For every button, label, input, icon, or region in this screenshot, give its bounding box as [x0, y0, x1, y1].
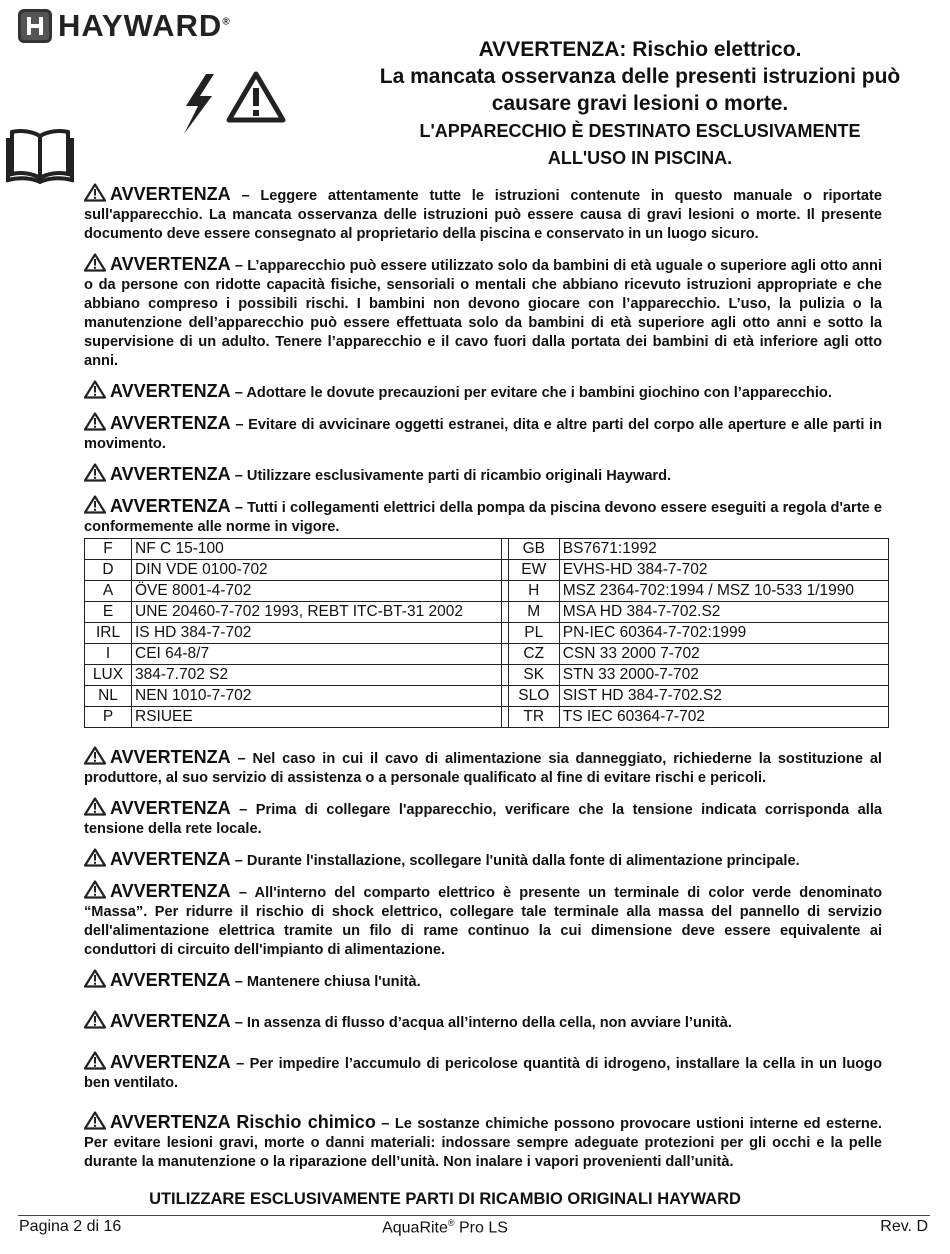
warning-triangle-icon — [84, 848, 106, 867]
table-row — [85, 623, 889, 644]
revision: Rev. D — [880, 1218, 928, 1235]
footer-divider — [18, 1215, 930, 1216]
warning-triangle-icon — [84, 463, 106, 482]
read-manual-book-icon — [6, 128, 74, 184]
warning-text: – Durante l'installazione, scollegare l'unità dalla fonte di alimentazione principale. — [230, 853, 800, 869]
standard-cell: DIN VDE 0100-702 — [132, 560, 502, 581]
country-code-cell: F — [85, 539, 132, 560]
warning-heading: AVVERTENZA Rischio chimico — [110, 1112, 376, 1132]
standard-cell: CSN 33 2000 7-702 — [559, 644, 888, 665]
warning-paragraph — [84, 797, 882, 839]
warning-text: – In assenza di flusso d’acqua all’interno della cella, non avviare l’unità. — [230, 1015, 732, 1031]
standard-cell: IS HD 384-7-702 — [132, 623, 502, 644]
warning-text: – All'interno del comparto elettrico è presente un terminale di color verde denominato “Massa”. Per ridurre il rischio di shock elettrico, collegare tale terminale alla massa del pannello di servizio dell'alimentazione elettrica tramite un filo di rame continuo la cui dimensione deve essere equivalente ai conduttori di circuito dell'impianto di alimentazione. — [84, 885, 882, 958]
warning-paragraph — [84, 495, 882, 537]
country-code-cell: A — [85, 581, 132, 602]
warning-heading: AVVERTENZA — [110, 464, 231, 484]
country-code-cell: GB — [508, 539, 559, 560]
table-row — [85, 539, 889, 560]
warning-heading: AVVERTENZA — [110, 849, 231, 869]
electric-bolt-icon — [178, 72, 218, 136]
warning-heading: AVVERTENZA — [110, 413, 231, 433]
warning-paragraph — [84, 848, 882, 871]
country-code-cell: D — [85, 560, 132, 581]
warning-heading: AVVERTENZA — [110, 184, 231, 204]
country-code-cell: NL — [85, 686, 132, 707]
warning-triangle-icon — [84, 1111, 106, 1130]
standard-cell: 384-7.702 S2 — [132, 665, 502, 686]
page-number: Pagina 2 di 16 — [19, 1218, 122, 1235]
table-row — [85, 560, 889, 581]
warning-triangle-icon — [84, 880, 106, 899]
table-gap — [501, 665, 508, 686]
warning-triangle-icon — [84, 380, 106, 399]
warning-paragraph — [84, 1111, 882, 1172]
page-header — [330, 36, 950, 171]
warning-heading: AVVERTENZA — [110, 496, 231, 516]
warning-text: – Utilizzare esclusivamente parti di ricambio originali Hayward. — [230, 468, 672, 484]
standard-cell: RSIUEE — [132, 707, 502, 728]
standard-cell: PN-IEC 60364-7-702:1999 — [559, 623, 888, 644]
table-gap — [501, 581, 508, 602]
warning-triangle-icon — [84, 1051, 106, 1070]
table-row — [85, 665, 889, 686]
header-line-1: AVVERTENZA: Rischio elettrico. — [478, 38, 802, 61]
warning-heading: AVVERTENZA — [110, 881, 231, 901]
country-code-cell: LUX — [85, 665, 132, 686]
warning-paragraph — [84, 880, 882, 960]
warning-text: – Per impedire l’accumulo di pericolose quantità di idrogeno, installare la cella in un luogo ben ventilato. — [84, 1056, 882, 1091]
warning-heading: AVVERTENZA — [110, 1052, 231, 1072]
hayward-logo-icon — [18, 9, 52, 43]
warning-paragraph — [84, 1010, 882, 1033]
table-gap — [501, 560, 508, 581]
warning-text: – Nel caso in cui il cavo di alimentazione sia danneggiato, richiederne la sostituzione al produttore, al suo servizio di assistenza o a personale qualificato al fine di evitare rischi e pericoli. — [84, 751, 882, 786]
standard-cell: BS7671:1992 — [559, 539, 888, 560]
standard-cell: EVHS-HD 384-7-702 — [559, 560, 888, 581]
warning-text: – Evitare di avvicinare oggetti estranei, dita e altre parti del corpo alle aperture e alle parti in movimento. — [84, 417, 882, 452]
header-line-2: La mancata osservanza delle presenti istruzioni può — [379, 65, 901, 88]
header-line-3: causare gravi lesioni o morte. — [491, 92, 789, 115]
warning-triangle-icon — [84, 253, 106, 272]
table-gap — [501, 686, 508, 707]
country-code-cell: SK — [508, 665, 559, 686]
standard-cell: MSZ 2364-702:1994 / MSZ 10-533 1/1990 — [559, 581, 888, 602]
standard-cell: STN 33 2000-7-702 — [559, 665, 888, 686]
country-code-cell: SLO — [508, 686, 559, 707]
warning-triangle-icon — [84, 969, 106, 988]
table-row — [85, 581, 889, 602]
table-gap — [501, 623, 508, 644]
product-name: AquaRite® Pro LS — [382, 1218, 508, 1237]
country-code-cell: I — [85, 644, 132, 665]
warning-heading: AVVERTENZA — [110, 747, 231, 767]
warnings-top — [84, 183, 882, 546]
standard-cell: UNE 20460-7-702 1993, REBT ITC-BT-31 2002 — [132, 602, 502, 623]
final-note: UTILIZZARE ESCLUSIVAMENTE PARTI DI RICAMBIO ORIGINALI HAYWARD — [149, 1190, 741, 1208]
warning-paragraph — [84, 253, 882, 371]
country-code-cell: PL — [508, 623, 559, 644]
warning-text: – Adottare le dovute precauzioni per evitare che i bambini giochino con l’apparecchio. — [230, 385, 832, 401]
warning-triangle-icon — [84, 746, 106, 765]
warning-heading: AVVERTENZA — [110, 798, 231, 818]
country-code-cell: E — [85, 602, 132, 623]
warning-text: – L’apparecchio può essere utilizzato solo da bambini di età uguale o superiore agli otto anni o da persone con ridotte capacità fisiche, sensoriali o mentali che abbiano ricevuto istruzioni appropriate e che abbiano compreso i possibili rischi. I bambini non devono giocare con l’apparecchio. L’uso, la pulizia o la manutenzione dell’apparecchio può essere effettuata solo da bambini di età superiore agli otto anni e sotto la supervisione di un adulto. Tenere l’apparecchio e il cavo fuori dalla portata dei bambini di età inferiore agli otto anni. — [84, 258, 882, 369]
warning-paragraph — [84, 412, 882, 454]
warning-triangle-icon — [84, 183, 106, 202]
warning-text: – Le sostanze chimiche possono provocare ustioni interne ed esterne. Per evitare lesioni gravi, morte o danni materiali: indossare sempre adeguate protezioni per gli occhi e la pelle durante la manutenzione o la riparazione dell’unità. Non inalare i vapori provenienti dall’unità. — [84, 1116, 882, 1170]
warning-triangle-icon — [84, 412, 106, 431]
warning-paragraph — [84, 463, 882, 486]
country-code-cell: IRL — [85, 623, 132, 644]
header-line-5: ALL'USO IN PISCINA. — [547, 148, 733, 168]
table-gap — [501, 539, 508, 560]
warning-text: – Prima di collegare l'apparecchio, verificare che la tensione indicata corrisponda alla tensione della rete locale. — [84, 802, 882, 837]
country-code-cell: P — [85, 707, 132, 728]
warning-heading: AVVERTENZA — [110, 254, 231, 274]
table-row — [85, 644, 889, 665]
table-row — [85, 707, 889, 728]
country-code-cell: M — [508, 602, 559, 623]
warning-triangle-icon — [84, 495, 106, 514]
standard-cell: ÖVE 8001-4-702 — [132, 581, 502, 602]
warning-triangle-icon — [84, 797, 106, 816]
warnings-bottom — [84, 746, 882, 1181]
header-line-4: L'APPARECCHIO È DESTINATO ESCLUSIVAMENTE — [419, 121, 861, 141]
country-code-cell: TR — [508, 707, 559, 728]
country-code-cell: CZ — [508, 644, 559, 665]
warning-text: – Leggere attentamente tutte le istruzioni contenute in questo manuale o riportate sull'apparecchio. La mancata osservanza delle istruzioni può essere causa di gravi lesioni o morte. Il presente documento deve essere consegnato al proprietario della piscina e conservato in un luogo sicuro. — [84, 188, 882, 242]
logo-text: HAYWARD® — [58, 8, 231, 43]
standard-cell: MSA HD 384-7-702.S2 — [559, 602, 888, 623]
warning-heading: AVVERTENZA — [110, 1011, 231, 1031]
warning-paragraph — [84, 746, 882, 788]
electrical-standards-table — [84, 538, 889, 728]
hayward-logo — [18, 8, 231, 44]
table-row — [85, 686, 889, 707]
table-gap — [501, 644, 508, 665]
warning-paragraph — [84, 380, 882, 403]
standard-cell: SIST HD 384-7-702.S2 — [559, 686, 888, 707]
standard-cell: NEN 1010-7-702 — [132, 686, 502, 707]
country-code-cell: H — [508, 581, 559, 602]
warning-paragraph — [84, 969, 882, 992]
warning-triangle-icon — [84, 1010, 106, 1029]
warning-heading: AVVERTENZA — [110, 970, 231, 990]
warning-text: – Tutti i collegamenti elettrici della pompa da piscina devono essere eseguiti a regola d'arte e conformemente alle norme in vigore. — [84, 500, 882, 535]
table-row — [85, 602, 889, 623]
standard-cell: TS IEC 60364-7-702 — [559, 707, 888, 728]
table-gap — [501, 602, 508, 623]
warning-text: – Mantenere chiusa l'unità. — [230, 974, 421, 990]
warning-triangle-icon — [226, 70, 286, 124]
warning-paragraph — [84, 1051, 882, 1093]
standard-cell: NF C 15-100 — [132, 539, 502, 560]
standard-cell: CEI 64-8/7 — [132, 644, 502, 665]
country-code-cell: EW — [508, 560, 559, 581]
warning-paragraph — [84, 183, 882, 244]
table-gap — [501, 707, 508, 728]
warning-heading: AVVERTENZA — [110, 381, 231, 401]
